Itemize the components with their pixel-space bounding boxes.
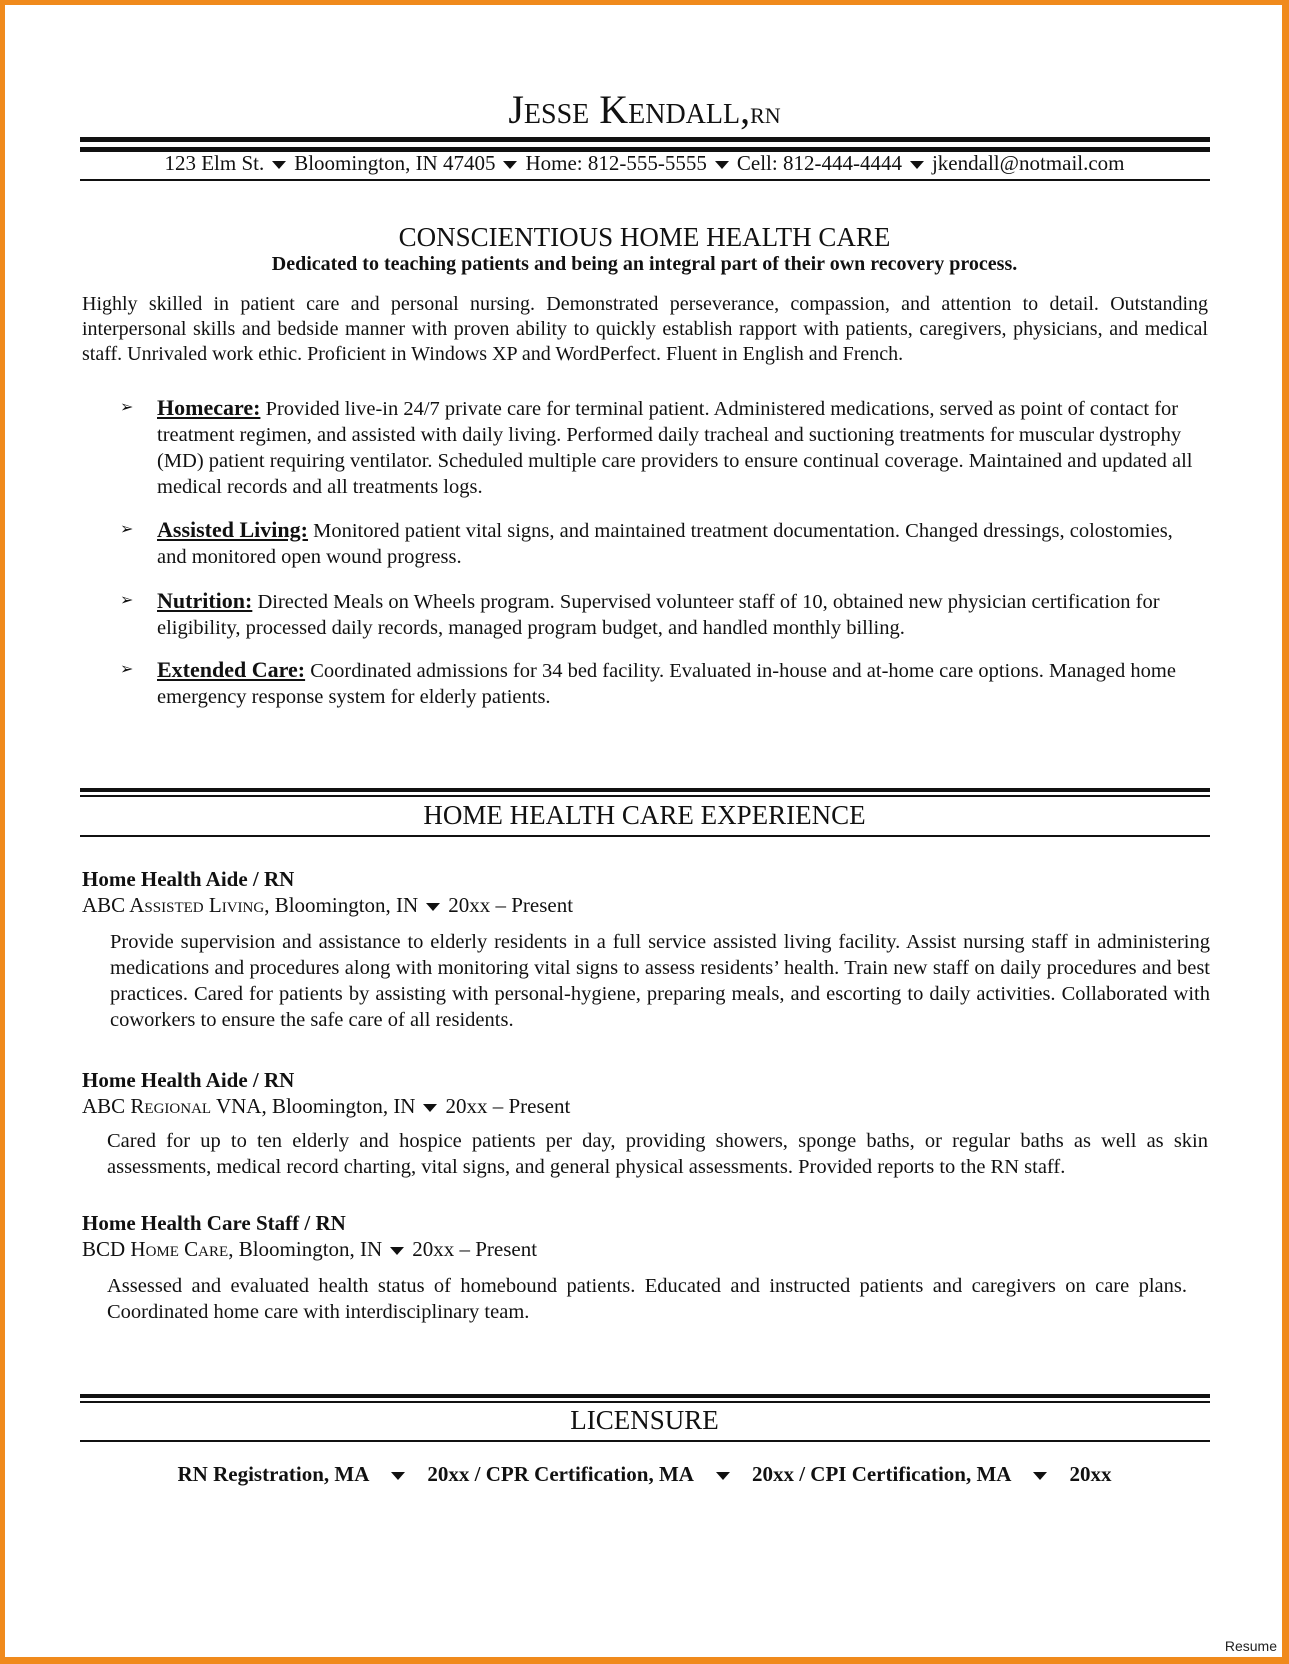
highlight-item [120, 588, 1195, 641]
arrow-bullet-icon: ➢ [120, 399, 134, 416]
first-name: Jesse [508, 87, 590, 132]
location: , Bloomington, IN [261, 1094, 416, 1118]
licensure-heading: LICENSURE [570, 1405, 719, 1435]
highlight-text: Provided live-in 24/7 private care for terminal patient. Administered medications, served as point of contact for treatment regimen, and assisted with daily living. Performed daily tracheal and suctioning treatments for muscular dystrophy (MD) patient requiring ventilator. Scheduled multiple care providers to ensure continual coverage. Maintained and updated all medical records and all treatments logs. [157, 398, 1193, 498]
divider [80, 795, 1210, 797]
divider [80, 137, 1210, 142]
highlight-item [120, 395, 1195, 500]
divider [80, 1401, 1210, 1403]
summary-paragraph: Highly skilled in patient care and personal nursing. Demonstrated perseverance, compassion, and attention to detail. Outstanding interpersonal skills and bedside manner with proven ability to quickly establish rapport with patients, caregivers, physicians, and medical staff. Unrivaled work ethic. Proficient in Windows XP and WordPerfect. Fluent in English and French. [82, 293, 1208, 365]
job-description: Cared for up to ten elderly and hospice patients per day, providing showers, sponge baths, or regular baths as well as skin assessments, medical record charting, vital signs, and general physical assessments. Provided reports to the RN staff. [107, 1130, 1208, 1178]
address: 123 Elm St. [164, 151, 265, 175]
cell-phone: Cell: 812-444-4444 [736, 151, 902, 175]
highlight-item [120, 657, 1195, 710]
dates: 20xx – Present [412, 1237, 538, 1261]
location: , Bloomington, IN [228, 1237, 383, 1261]
divider [80, 788, 1210, 792]
dates: 20xx – Present [448, 893, 574, 917]
divider [80, 1440, 1210, 1442]
divider [80, 179, 1210, 181]
job-company-line [82, 893, 573, 918]
job-description: Provide supervision and assistance to elderly residents in a full service assisted living facility. Assist nursing staff in administering medications and procedures along with monitoring vital signs to assess residents’ health. Train new staff on daily procedures and best practices. Cared for patients by assisting with personal-hygiene, preparing meals, and escorting to daily activities. Collaborated with coworkers to ensure the safe care of all residents. [110, 931, 1210, 1031]
job-title: Home Health Aide / RN [82, 1068, 295, 1092]
highlight-text: Monitored patient vital signs, and maintained treatment documentation. Changed dressings, colostomies, and monitored open wound progress. [157, 520, 1173, 568]
job-description: Assessed and evaluated health status of homebound patients. Educated and instructed patients and caregivers on care plans. Coordinated home care with interdisciplinary team. [107, 1275, 1187, 1323]
experience-heading: HOME HEALTH CARE EXPERIENCE [423, 800, 866, 830]
license-item: 20xx / CPR Certification, MA [427, 1462, 694, 1486]
job-company-line [82, 1237, 537, 1262]
arrow-bullet-icon: ➢ [120, 521, 134, 538]
contact-line [0, 151, 1289, 176]
candidate-name [0, 86, 1289, 133]
job-title: Home Health Aide / RN [82, 867, 295, 891]
highlight-label: Assisted Living: [157, 517, 308, 542]
triangle-down-icon [1033, 1472, 1047, 1480]
triangle-down-icon [426, 903, 440, 911]
email: jkendall@notmail.com [931, 151, 1125, 175]
triangle-down-icon [423, 1104, 437, 1112]
triangle-down-icon [503, 161, 517, 169]
highlight-label: Extended Care: [157, 657, 306, 682]
arrow-bullet-icon: ➢ [120, 661, 134, 678]
profile-tagline: Dedicated to teaching patients and being an integral part of their own recovery process. [271, 253, 1018, 275]
dates: 20xx – Present [445, 1094, 571, 1118]
license-item: 20xx [1069, 1462, 1112, 1486]
location: , Bloomington, IN [264, 893, 419, 917]
license-item: RN Registration, MA [177, 1462, 370, 1486]
triangle-down-icon [390, 1247, 404, 1255]
highlight-item [120, 517, 1195, 570]
home-phone: Home: 812-555-5555 [525, 151, 707, 175]
footer-label: Resume [1224, 1638, 1277, 1654]
divider [80, 1394, 1210, 1398]
highlight-label: Nutrition: [157, 588, 253, 613]
profile-headline: CONSCIENTIOUS HOME HEALTH CARE [398, 222, 891, 252]
company: BCD Home Care [82, 1237, 229, 1261]
highlight-text: Directed Meals on Wheels program. Supervised volunteer staff of 10, obtained new physician certification for eligibility, processed daily records, managed program budget, and handled monthly billing. [157, 591, 1160, 639]
city: Bloomington, IN 47405 [294, 151, 496, 175]
credential: RN [750, 103, 781, 128]
triangle-down-icon [272, 161, 286, 169]
divider [80, 835, 1210, 837]
arrow-bullet-icon: ➢ [120, 592, 134, 609]
triangle-down-icon [715, 161, 729, 169]
triangle-down-icon [391, 1472, 405, 1480]
highlight-text: Coordinated admissions for 34 bed facility. Evaluated in-house and at-home care options. Managed home emergency response system for elderly patients. [157, 660, 1176, 708]
last-name: Kendall, [599, 87, 751, 132]
job-title: Home Health Care Staff / RN [82, 1211, 346, 1235]
license-item: 20xx / CPI Certification, MA [751, 1462, 1012, 1486]
highlight-label: Homecare: [157, 395, 261, 420]
company: ABC Assisted Living [82, 893, 265, 917]
licensure-line [0, 1462, 1289, 1487]
company: ABC Regional VNA [82, 1094, 262, 1118]
triangle-down-icon [910, 161, 924, 169]
job-company-line [82, 1094, 570, 1119]
triangle-down-icon [716, 1472, 730, 1480]
